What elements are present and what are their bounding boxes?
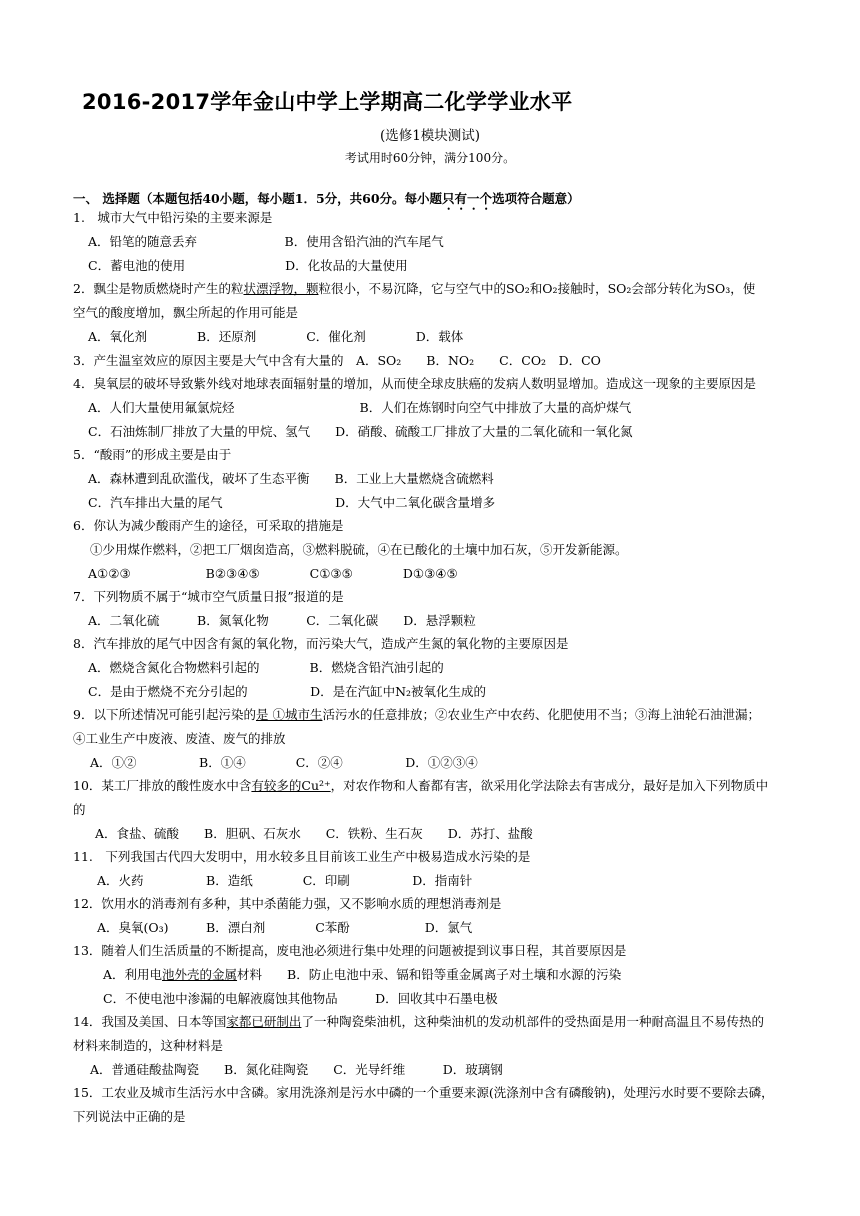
question-8: 8．汽车排放的尾气中因含有氮的氧化物，而污染大气，造成产生氮的氧化物的主要原因是 — [73, 636, 569, 651]
question-12: 12．饮用水的消毒剂有多种，其中杀菌能力强，又不影响水质的理想消毒剂是 — [73, 896, 502, 911]
question-9-text-end: 活污水的任意排放；②农业生产中农药、化肥使用不当；③海上油轮石油泄漏； — [322, 707, 760, 722]
question-10-options: A．食盐、硫酸 B．胆矾、石灰水 C．铁粉、生石灰 D．苏打、盐酸 — [95, 826, 533, 841]
question-9 — [73, 707, 760, 723]
section-heading-end: 选项符合题意） — [492, 191, 580, 206]
document-title: 2016-2017学年金山中学上学期高二化学学业水平 — [82, 90, 573, 114]
question-8-options-ab: A．燃烧含氮化合物燃料引起的 B．燃烧含铅汽油引起的 — [88, 660, 444, 675]
question-14-continued: 材料来制造的，这种材料是 — [73, 1038, 224, 1053]
question-10 — [73, 778, 768, 794]
question-15-continued: 下列说法中正确的是 — [73, 1109, 186, 1124]
question-13-option-ab-end: 材料 B．防止电池中汞、镉和铅等重金属离子对土壤和水源的污染 — [237, 967, 622, 982]
question-5-options-cd: C．汽车排出大量的尾气 D．大气中二氧化碳含量增多 — [88, 495, 496, 510]
question-14-underlined: 家都已研制出 — [226, 1014, 302, 1029]
question-6: 6．你认为减少酸雨产生的途径，可采取的措施是 — [73, 518, 344, 533]
question-13-options-ab — [103, 967, 621, 983]
question-13-underlined: 池外壳的金属 — [162, 967, 238, 982]
question-2-underlined: 状漂浮物，颗 — [243, 281, 319, 296]
question-2-options: A．氧化剂 B．还原剂 C．催化剂 D．载体 — [88, 329, 464, 344]
question-14-text-start: 14．我国及美国、日本等国 — [73, 1014, 227, 1029]
question-15: 15．工农业及城市生活污水中含磷。家用洗涤剂是污水中磷的一个重要来源(洗涤剂中含有磷酸钠)，处理污水时要不要除去磷， — [73, 1085, 774, 1100]
question-10-underlined: 有较多的Cu²⁺ — [251, 778, 331, 793]
exam-note: 考试用时60分钟，满分100分。 — [344, 151, 516, 165]
question-4: 4．臭氧层的破坏导致紫外线对地球表面辐射量的增加，从而使全球皮肤癌的发病人数明显增加。造成这一现象的主要原因是 — [73, 376, 756, 391]
section-heading-emphasis: 只有一个 — [442, 191, 493, 206]
question-10-text-end: ，对农作物和人畜都有害，欲采用化学法除去有害成分，最好是加入下列物质中 — [330, 778, 769, 793]
question-2 — [73, 281, 755, 297]
question-13: 13．随着人们生活质量的不断提高，废电池必须进行集中处理的问题被提到议事日程，其首要原因是 — [73, 943, 627, 958]
question-9-underlined: 是 ①城市生 — [255, 707, 323, 722]
question-13-option-a-start: A．利用电 — [103, 967, 163, 982]
question-12-options: A．臭氧(O₃) B．漂白剂 C苯酚 D．氯气 — [97, 920, 473, 935]
question-11-options: A．火药 B．造纸 C．印刷 D．指南针 — [97, 873, 473, 888]
question-14-options: A．普通硅酸盐陶瓷 B．氮化硅陶瓷 C．光导纤维 D．玻璃钢 — [90, 1062, 503, 1077]
question-1-options-ab: A．铅笔的随意丢弃 B．使用含铅汽油的汽车尾气 — [88, 234, 444, 249]
question-10-continued: 的 — [73, 802, 86, 817]
section-heading-start: 一、 选择题（本题包括40小题，每小题1．5分，共60分。每小题 — [73, 191, 443, 206]
question-6-measures: ①少用煤作燃料，②把工厂烟囱造高，③燃料脱硫，④在已酸化的土壤中加石灰，⑤开发新能源。 — [90, 542, 628, 557]
question-9-options: A．①② B．①④ C．②④ D．①②③④ — [90, 755, 478, 770]
question-6-options: A①②③ B②③④⑤ C①③⑤ D①③④⑤ — [88, 566, 458, 581]
question-1: 1. 城市大气中铅污染的主要来源是 — [73, 210, 273, 225]
question-4-options-ab: A．人们大量使用氟氯烷烃 B．人们在炼钢时向空气中排放了大量的高炉煤气 — [88, 400, 632, 415]
question-1-options-cd: C．蓄电池的使用 D．化妆品的大量使用 — [88, 258, 408, 273]
question-9-text-start: 9．以下所述情况可能引起污染的 — [73, 707, 256, 722]
question-8-options-cd: C．是由于燃烧不充分引起的 D．是在汽缸中N₂被氧化生成的 — [88, 684, 487, 699]
question-2-continued: 空气的酸度增加，飘尘所起的作用可能是 — [73, 305, 299, 320]
question-7: 7．下列物质不属于“城市空气质量日报”报道的是 — [73, 589, 344, 604]
question-3: 3．产生温室效应的原因主要是大气中含有大量的 A．SO₂ B．NO₂ C．CO₂ D．CO — [73, 353, 601, 368]
question-14 — [73, 1014, 764, 1030]
question-2-text-start: 2．飘尘是物质燃烧时产生的粒 — [73, 281, 244, 296]
question-5: 5．“酸雨”的形成主要是由于 — [73, 447, 232, 462]
question-11: 11. 下列我国古代四大发明中，用水较多且目前该工业生产中极易造成水污染的是 — [73, 849, 531, 864]
question-14-text-end: 了一种陶瓷柴油机，这种柴油机的发动机部件的受热面是用一种耐高温且不易传热的 — [301, 1014, 764, 1029]
question-4-options-cd: C．石油炼制厂排放了大量的甲烷、氢气 D．硝酸、硫酸工厂排放了大量的二氧化硫和一氧化氮 — [88, 424, 633, 439]
document-subtitle: (选修1模块测试) — [379, 128, 481, 144]
question-2-text-end: 粒很小，不易沉降，它与空气中的SO₂和O₂接触时，SO₂会部分转化为SO₃，使 — [318, 281, 756, 296]
question-5-options-ab: A．森林遭到乱砍滥伐，破坏了生态平衡 B．工业上大量燃烧含硫燃料 — [88, 471, 494, 486]
question-7-options: A．二氧化硫 B．氮氧化物 C．二氧化碳 D．悬浮颗粒 — [88, 613, 476, 628]
question-10-text-start: 10．某工厂排放的酸性废水中含 — [73, 778, 252, 793]
question-13-options-cd: C．不使电池中渗漏的电解液腐蚀其他物品 D．回收其中石墨电极 — [103, 991, 498, 1006]
question-9-continued: ④工业生产中废液、废渣、废气的排放 — [73, 731, 286, 746]
